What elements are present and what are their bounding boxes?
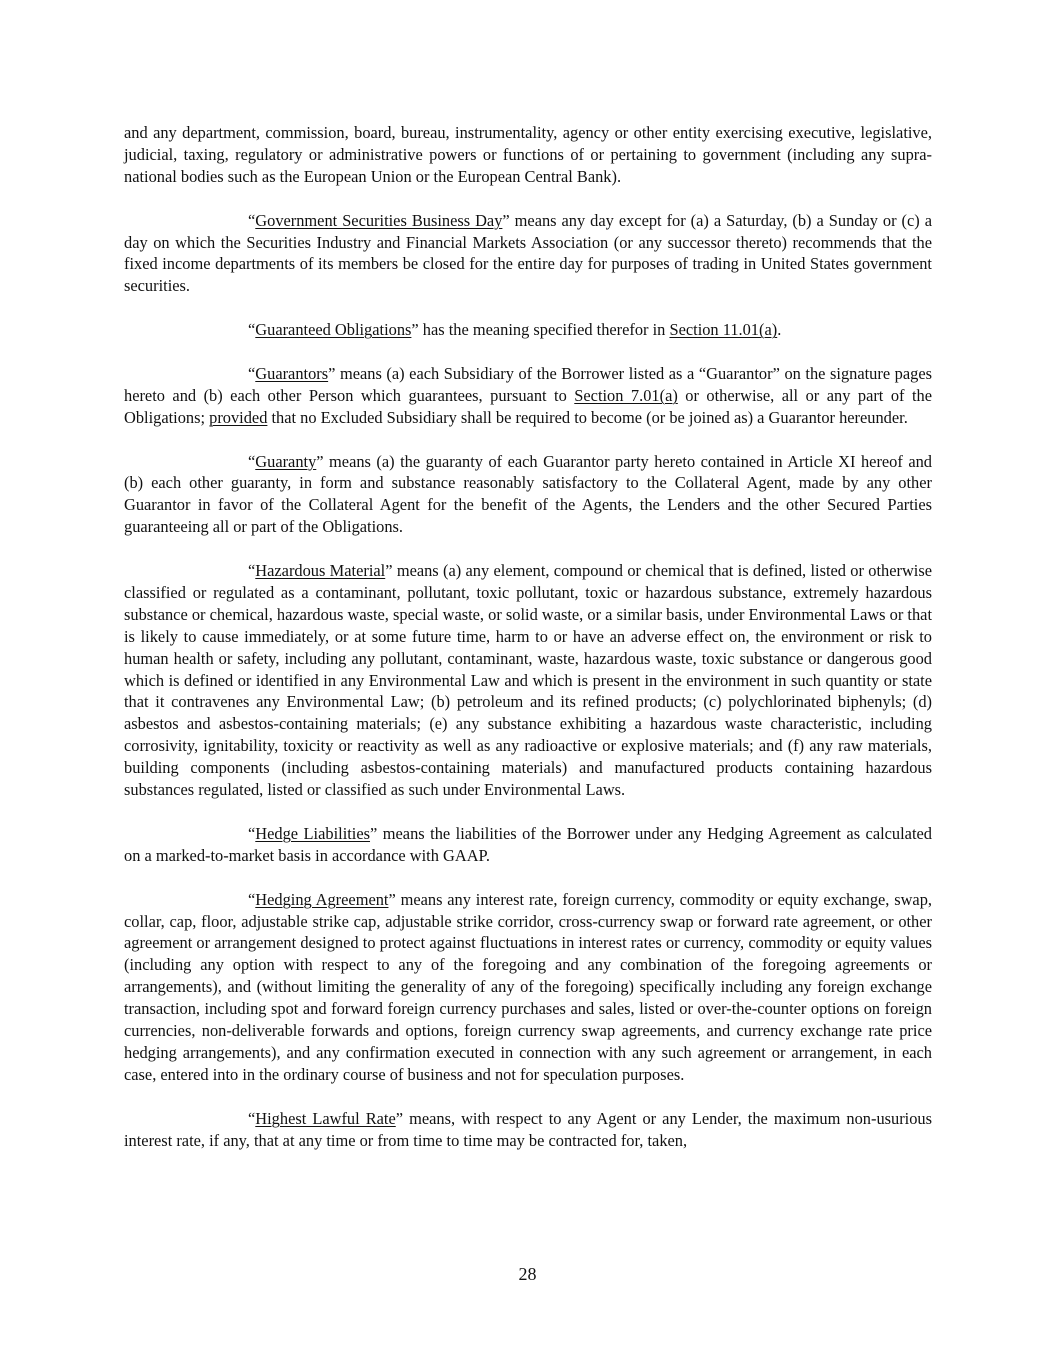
definition-text: . (777, 320, 782, 340)
definition-text: “ (248, 363, 256, 383)
defined-term-reference: Government Securities Business Day (255, 210, 503, 230)
definition-text: ” means (a) the guaranty of each Guarantor party hereto contained in Article XI hereof and (b) each other guaranty, in form and substance reasonably satisfactory to the Collateral Agent, made by any other Guarantor in favor of the Collateral Agent for the benefit of the Agents, the Lenders and the other Secured Parties guaranteeing all or part of the Obligations. (124, 451, 932, 537)
definition-text: “ (248, 561, 256, 581)
document-page (124, 122, 932, 1173)
definition-text: or otherwise, all or any part of the Obligations; (124, 385, 932, 427)
defined-term-reference: Highest Lawful Rate (255, 1108, 396, 1128)
definition-text: ” means any interest rate, foreign currency, commodity or equity exchange, swap, collar, cap, floor, adjustable strike cap, adjustable strike corridor, cross-currency swap or forward rate agreement, or other agreement or arrangement designed to protect against fluctuations in interest rates or currency, commodity or equity values (including any option with respect to any of the foregoing and any combination of the foregoing agreements or arrangements), and (without limiting the generality of any of the foregoing) specifically including any foreign exchange transaction, including spot and forward foreign currency purchases and sales, listed or over-the-counter options on foreign currencies, non-deliverable forwards and options, foreign currency swap agreements, and currency exchange rate price hedging arrangements), and any confirmation executed in connection with any such agreement or arrangement, in each case, entered into in the ordinary course of business and not for speculation purposes. (124, 889, 933, 1084)
definition-text: “ (248, 451, 256, 471)
definition-paragraph (124, 1108, 932, 1152)
definition-text: ” means (a) any element, compound or chemical that is defined, listed or otherwise classified or regulated as a contaminant, pollutant, toxic pollutant, toxic or hazardous substance, extremely hazardous substance or chemical, hazardous waste, special waste, or solid waste, or a similar basis, under Environmental Laws or that is likely to cause immediately, or at some future time, harm to or have an adverse effect on, the environment or risk to human health or safety, including any pollutant, contaminant, waste, hazardous waste, toxic substance or dangerous good which is defined or identified in any Environmental Law and which is present in the environment in such quantity or state that it contravenes any Environmental Law; (b) petroleum and its refined products; (c) polychlorinated biphenyls; (d) asbestos and asbestos-containing materials; (e) any substance exhibiting a hazardous waste characteristic, including corrosivity, ignitability, toxicity or reactivity as well as any radioactive or explosive materials; and (f) any raw materials, building components (including asbestos-containing materials) and manufactured products containing hazardous substances regulated, listed or classified as such under Environmental Laws. (124, 561, 932, 800)
definitions-list (124, 210, 932, 1152)
definition-paragraph (124, 319, 932, 341)
definition-text: that no Excluded Subsidiary shall be required to become (or be joined as) a Guarantor hereunder. (267, 407, 908, 427)
definition-text: “ (248, 320, 256, 340)
defined-term-reference: Section 11.01(a) (669, 320, 778, 340)
definition-text: “ (248, 823, 256, 843)
definition-text: ” has the meaning specified therefor in (411, 320, 670, 340)
page-number: 28 (518, 1264, 537, 1284)
definition-text: ” means any day except for (a) a Saturday, (b) a Sunday or (c) a day on which the Securities Industry and Financial Markets Association (or any successor thereto) recommends that the fixed income departments of its members be closed for the entire day for purposes of trading in United States government securities. (124, 210, 933, 296)
definition-paragraph (124, 889, 932, 1086)
definition-paragraph (124, 210, 932, 298)
definition-text: ” means the liabilities of the Borrower under any Hedging Agreement as calculated on a marked-to-market basis in accordance with GAAP. (124, 823, 932, 865)
definition-paragraph (124, 363, 932, 429)
definition-text: “ (248, 889, 256, 909)
definition-text: ” means, with respect to any Agent or any Lender, the maximum non-usurious interest rate, if any, that at any time or from time to time may be contracted for, taken, (124, 1108, 932, 1150)
definition-text: ” means (a) each Subsidiary of the Borrower listed as a “Guarantor” on the signature pages hereto and (b) each other Person which guarantees, pursuant to (124, 363, 932, 405)
definition-text: “ (248, 210, 256, 230)
defined-term-reference: Guarantors (255, 363, 329, 383)
definition-paragraph (124, 823, 932, 867)
defined-term-reference: Guaranty (255, 451, 317, 471)
defined-term-reference: Hedging Agreement (255, 889, 389, 909)
definition-text: “ (248, 1108, 256, 1128)
intro-paragraph: and any department, commission, board, bureau, instrumentality, agency or other entity exercising executive, legislative, judicial, taxing, regulatory or administrative powers or functions of or pertaining to government (including any supra-national bodies such as the European Union or the European Central Bank). (124, 123, 932, 186)
definition-paragraph (124, 451, 932, 539)
definition-paragraph (124, 560, 932, 801)
defined-term-reference: provided (209, 407, 268, 427)
defined-term-reference: Guaranteed Obligations (255, 320, 412, 340)
defined-term-reference: Hazardous Material (255, 561, 386, 581)
defined-term-reference: Hedge Liabilities (255, 823, 371, 843)
defined-term-reference: Section 7.01(a) (574, 385, 678, 405)
